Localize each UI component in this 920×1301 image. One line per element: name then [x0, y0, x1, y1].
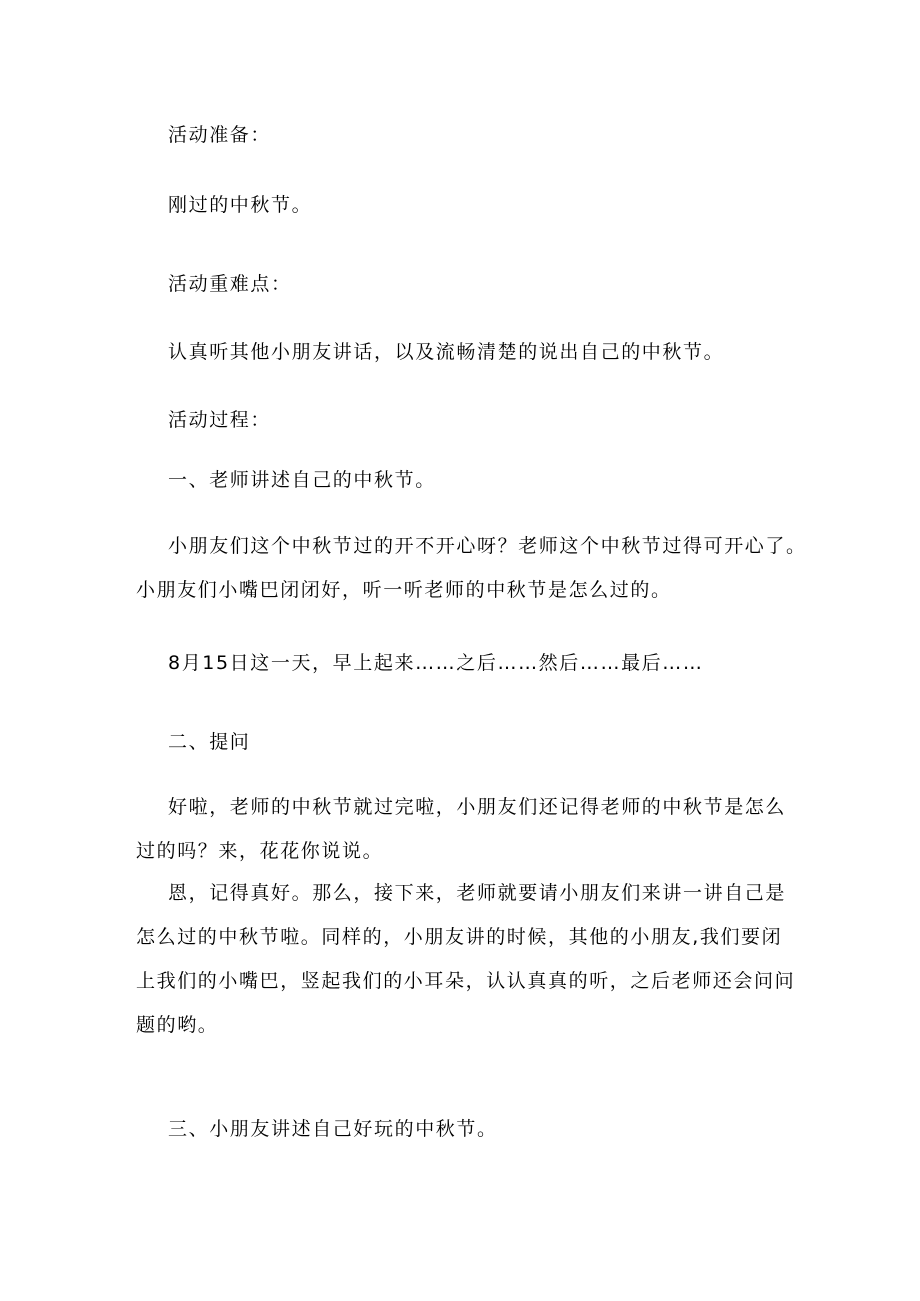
paragraph-teacher-intro: 小朋友们这个中秋节过的开不开心呀？老师这个中秋节过得可开心了。小朋友们小嘴巴闭闭好，听一听老师的中秋节是怎么过的。: [136, 535, 807, 601]
paragraph-teacher-story: 8月15日这一天，早上起来……之后……然后……最后……: [168, 652, 704, 674]
section-two-title: 二、提问: [168, 731, 251, 753]
paragraph-key-points-content: 认真听其他小朋友讲话，以及流畅清楚的说出自己的中秋节。: [168, 341, 725, 363]
heading-activity-process: 活动过程：: [168, 409, 272, 431]
paragraph-instructions: 恩，记得真好。那么，接下来，老师就要请小朋友们来讲一讲自己是怎么过的中秋节啦。同样的，小朋友讲的时候，其他的小朋友,我们要闭上我们的小嘴巴，竖起我们的小耳朵，认认真真的听，之后老师还会问问题的哟。: [136, 882, 796, 1036]
paragraph-question: 好啦，老师的中秋节就过完啦，小朋友们还记得老师的中秋节是怎么过的吗？来，花花你说说。: [136, 796, 787, 862]
heading-key-points: 活动重难点：: [168, 273, 292, 295]
section-one-title: 一、老师讲述自己的中秋节。: [168, 469, 436, 491]
heading-activity-preparation: 活动准备：: [168, 124, 272, 146]
section-three-title: 三、小朋友讲述自己好玩的中秋节。: [168, 1118, 498, 1140]
paragraph-preparation-content: 刚过的中秋节。: [168, 194, 313, 216]
